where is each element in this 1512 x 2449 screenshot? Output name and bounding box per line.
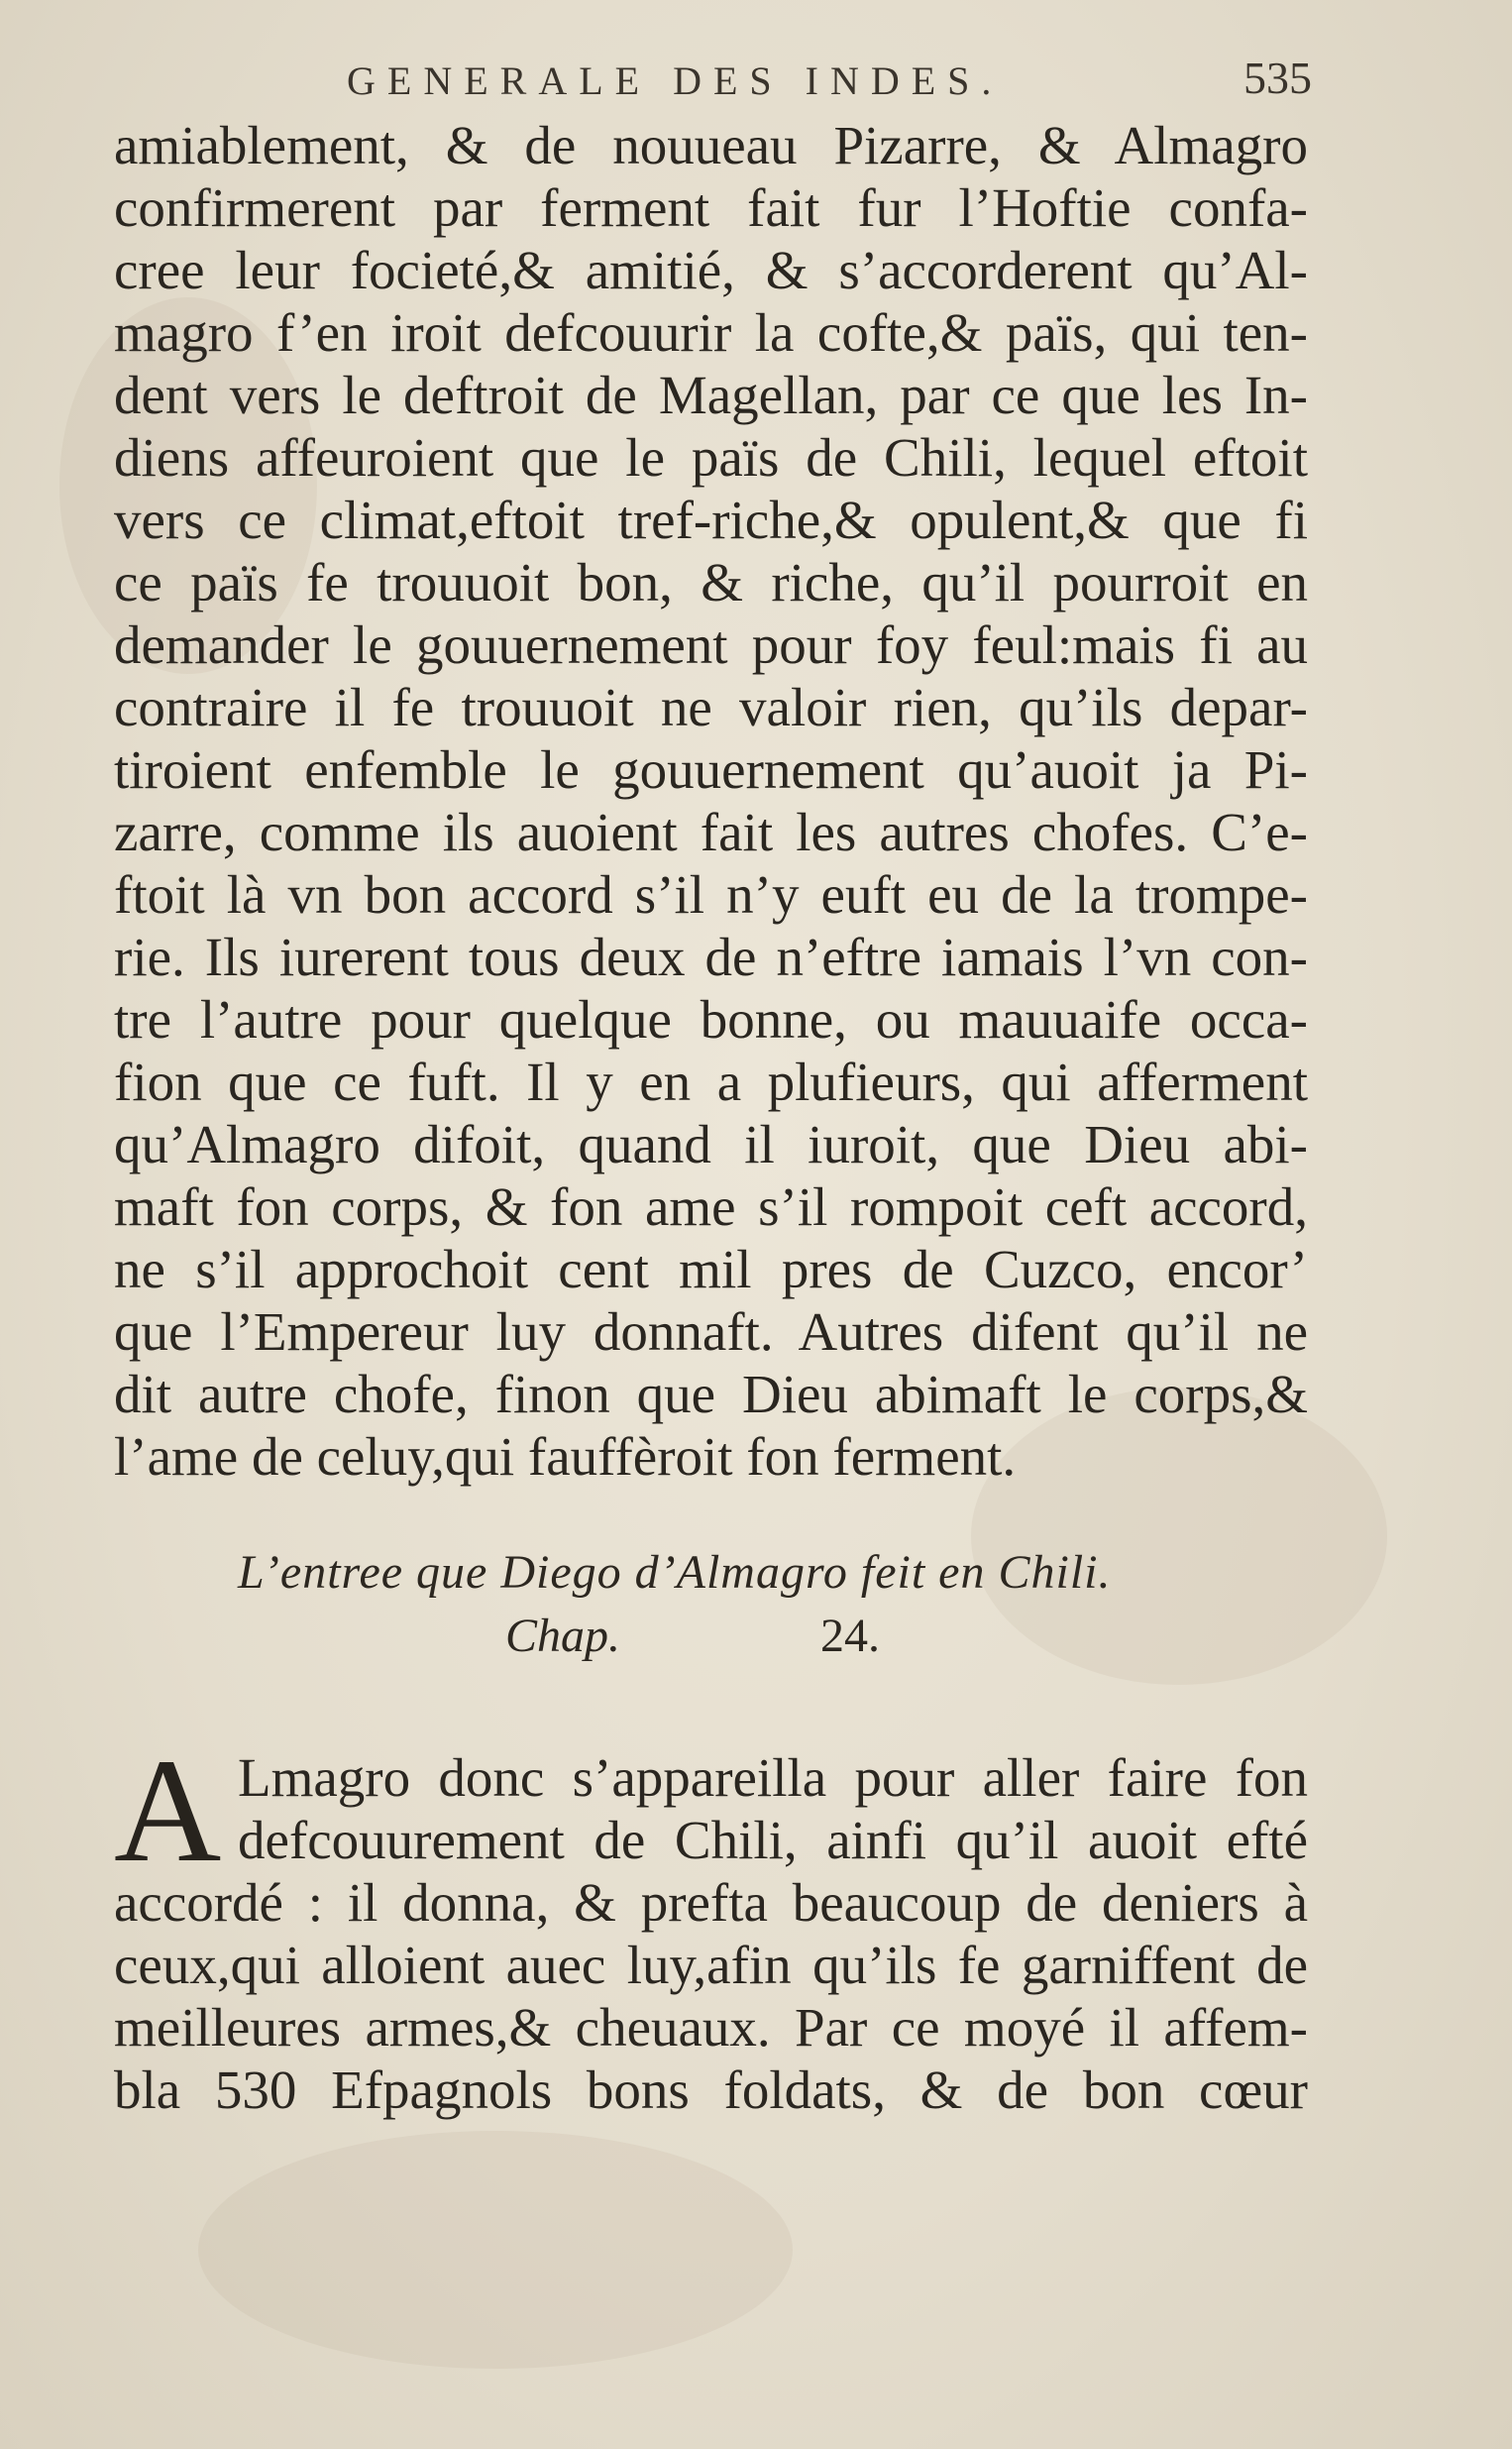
text-line: maft fon corps, & fon ame s’il rompoit ceft accord, bbox=[114, 1176, 1308, 1237]
text-line: accordé : il donna, & prefta beaucoup de deniers à bbox=[114, 1872, 1308, 1933]
paper-stain bbox=[198, 2131, 793, 2369]
text-line: ne s’il approchoit cent mil pres de Cuzco, encor’ bbox=[114, 1239, 1308, 1299]
text-line: demander le gouuernement pour foy feul:mais fi au bbox=[114, 614, 1308, 675]
text-line: qu’Almagro difoit, quand il iuroit, que Dieu abi- bbox=[114, 1114, 1308, 1174]
text-line: ce païs fe trouuoit bon, & riche, qu’il pourroit en bbox=[114, 552, 1308, 612]
page-number: 535 bbox=[1243, 53, 1312, 103]
text-line: contraire il fe trouuoit ne valoir rien, qu’ils depar- bbox=[114, 677, 1308, 737]
text-line: ceux,qui alloient auec luy,afin qu’ils fe garniffent de bbox=[114, 1935, 1308, 1995]
text-line: defcouurement de Chili, ainfi qu’il auoit efté bbox=[238, 1810, 1308, 1870]
text-line: cree leur focieté,& amitié, & s’accorderent qu’Al- bbox=[114, 240, 1308, 300]
text-line: meilleures armes,& cheuaux. Par ce moyé il affem- bbox=[114, 1997, 1308, 2058]
text-line: fion que ce fuft. Il y en a plufieurs, qui afferment bbox=[114, 1052, 1308, 1112]
running-head: GENERALE DES INDES. bbox=[347, 58, 1004, 103]
chapter-number: 24. bbox=[820, 1610, 881, 1662]
text-line: zarre, comme ils auoient fait les autres chofes. C’e- bbox=[114, 802, 1308, 862]
text-line: amiablement, & de nouueau Pizarre, & Almagro bbox=[114, 115, 1308, 175]
text-line: dent vers le deftroit de Magellan, par ce que les In- bbox=[114, 365, 1308, 425]
text-line: diens affeuroient que le païs de Chili, lequel eftoit bbox=[114, 427, 1308, 488]
chapter-number-line bbox=[238, 1605, 1229, 1668]
drop-cap: A bbox=[114, 1728, 222, 1893]
chapter-body bbox=[114, 1728, 1308, 2121]
text-line: vers ce climat,eftoit tref-riche,& opulent,& que fi bbox=[114, 490, 1308, 550]
chapter-heading bbox=[238, 1541, 1229, 1668]
text-line: tre l’autre pour quelque bonne, ou mauuaife occa- bbox=[114, 989, 1308, 1050]
text-line: confirmerent par ferment fait fur l’Hoftie confa- bbox=[114, 177, 1308, 238]
text-line: tiroient enfemble le gouuernement qu’auoit ja Pi- bbox=[114, 739, 1308, 800]
text-line: ftoit là vn bon accord s’il n’y euft eu de la trompe- bbox=[114, 864, 1308, 925]
text-line: dit autre chofe, finon que Dieu abimaft le corps,& bbox=[114, 1364, 1308, 1424]
text-line: que l’Empereur luy donnaft. Autres difent qu’il ne bbox=[114, 1301, 1308, 1362]
text-line: rie. Ils iurerent tous deux de n’eftre iamais l’vn con- bbox=[114, 927, 1308, 987]
chapter-label: Chap. bbox=[505, 1610, 621, 1662]
text-line: Lmagro donc s’appareilla pour aller faire fon bbox=[238, 1747, 1308, 1808]
body-text bbox=[114, 114, 1308, 1488]
text-line: magro f’en iroit defcouurir la cofte,& païs, qui ten- bbox=[114, 302, 1308, 363]
text-line: bla 530 Efpagnols bons foldats, & de bon cœur bbox=[114, 2059, 1308, 2120]
chapter-title: L’entree que Diego d’Almagro feit en Chili. bbox=[238, 1546, 1112, 1599]
text-line: l’ame de celuy,qui fauffèroit fon ferment. bbox=[114, 1426, 1017, 1487]
